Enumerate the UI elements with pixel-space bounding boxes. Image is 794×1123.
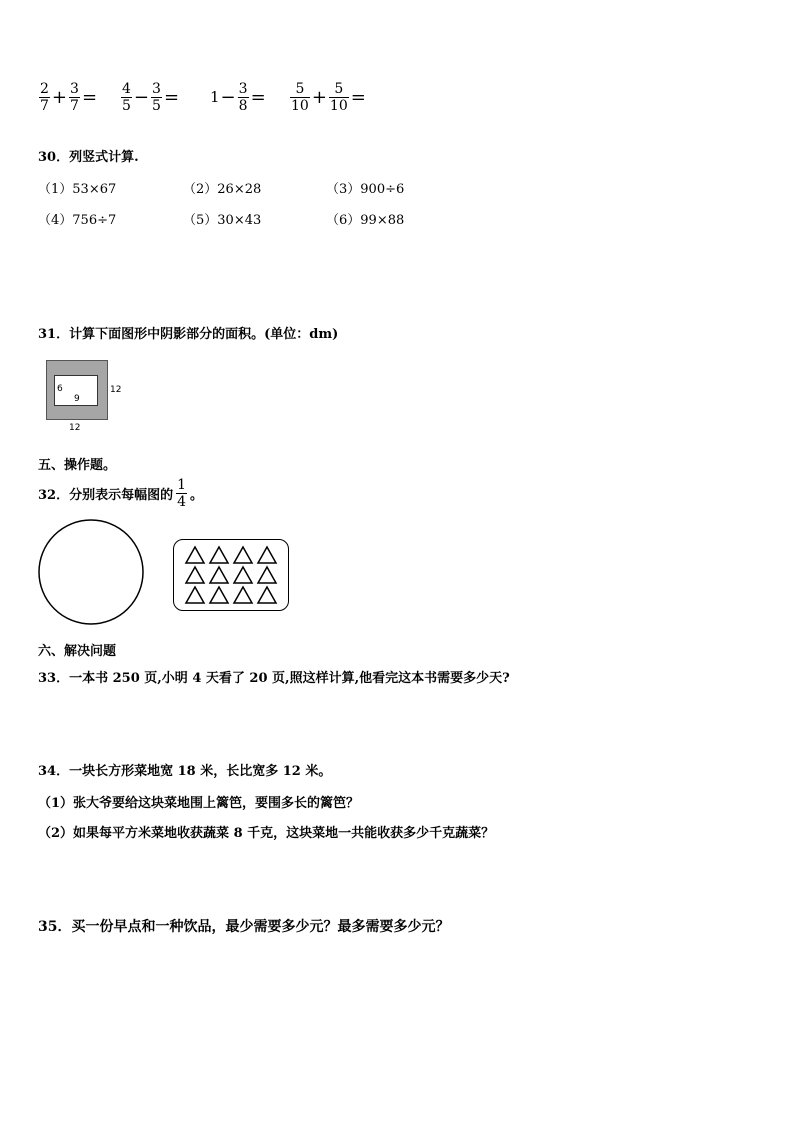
outer-height-label: 12 (110, 385, 122, 395)
q32-title: 32．分别表示每幅图的 $\frac{1}{4}$ 。 (38, 476, 204, 510)
triangles-figure (173, 539, 289, 611)
q30-item-2: （2）26×28 (183, 182, 262, 197)
triangle-shape (210, 547, 228, 563)
triangle-shape (210, 567, 228, 583)
circle-figure (36, 519, 146, 625)
triangle-shape (186, 587, 204, 603)
fraction-exercise-1: $\frac{2}{7}$ + $\frac{3}{7}$ = (40, 80, 98, 114)
section-6-heading: 六、解决问题 (38, 644, 117, 659)
fraction: $\frac{3}{7}$ (70, 80, 79, 114)
triangle-shape (186, 567, 204, 583)
q31-title: 31．计算下面图形中阴影部分的面积。(单位：dm) (38, 327, 339, 342)
triangle-shape (234, 587, 252, 603)
fraction: $\frac{5}{10}$ (329, 80, 348, 114)
q30-item-1: （1）53×67 (38, 182, 117, 197)
q30-title: 30．列竖式计算. (38, 150, 139, 165)
shaded-square-figure (46, 360, 108, 420)
q35-text: 35．买一份早点和一种饮品，最少需要多少元？最多需要多少元？ (38, 919, 450, 935)
triangle-shape (258, 587, 276, 603)
inner-width-label: 9 (74, 394, 80, 404)
fraction-exercise-2: $\frac{4}{5}$ − $\frac{3}{5}$ = (122, 80, 180, 114)
q34-title: 34．一块长方形菜地宽 18 米，长比宽多 12 米。 (38, 764, 332, 779)
fraction-one-quarter: $\frac{1}{4}$ (177, 476, 187, 510)
triangle-shape (234, 547, 252, 563)
section-5-heading: 五、操作题。 (38, 458, 117, 473)
q30-item-3: （3）900÷6 (326, 182, 405, 197)
fraction: $\frac{2}{7}$ (40, 80, 49, 114)
triangle-shape (258, 567, 276, 583)
triangle-shape (258, 547, 276, 563)
inner-height-label: 6 (57, 384, 63, 394)
fraction: $\frac{5}{10}$ (291, 80, 309, 114)
triangle-shape (210, 587, 228, 603)
fraction: $\frac{4}{5}$ (122, 80, 131, 114)
triangle-shape (186, 547, 204, 563)
fraction: $\frac{3}{5}$ (152, 80, 161, 114)
q30-item-4: （4）756÷7 (38, 213, 117, 228)
fraction-exercise-3: 1 − $\frac{3}{8}$ = (210, 80, 266, 114)
fraction: $\frac{3}{8}$ (238, 80, 248, 114)
triangle-shape (234, 567, 252, 583)
q30-item-5: （5）30×43 (183, 213, 262, 228)
triangles-grid (174, 540, 288, 610)
q30-item-6: （6）99×88 (326, 213, 405, 228)
q34-sub-2: （2）如果每平方米菜地收获蔬菜 8 千克，这块菜地一共能收获多少千克蔬菜？ (38, 826, 495, 841)
fraction-exercise-4: $\frac{5}{10}$ + $\frac{5}{10}$ = (291, 80, 366, 114)
outer-width-label: 12 (69, 423, 81, 433)
q34-sub-1: （1）张大爷要给这块菜地围上篱笆，要围多长的篱笆？ (38, 796, 360, 811)
q33-text: 33．一本书 250 页,小明 4 天看了 20 页,照这样计算,他看完这本书需要多少天? (38, 671, 510, 686)
